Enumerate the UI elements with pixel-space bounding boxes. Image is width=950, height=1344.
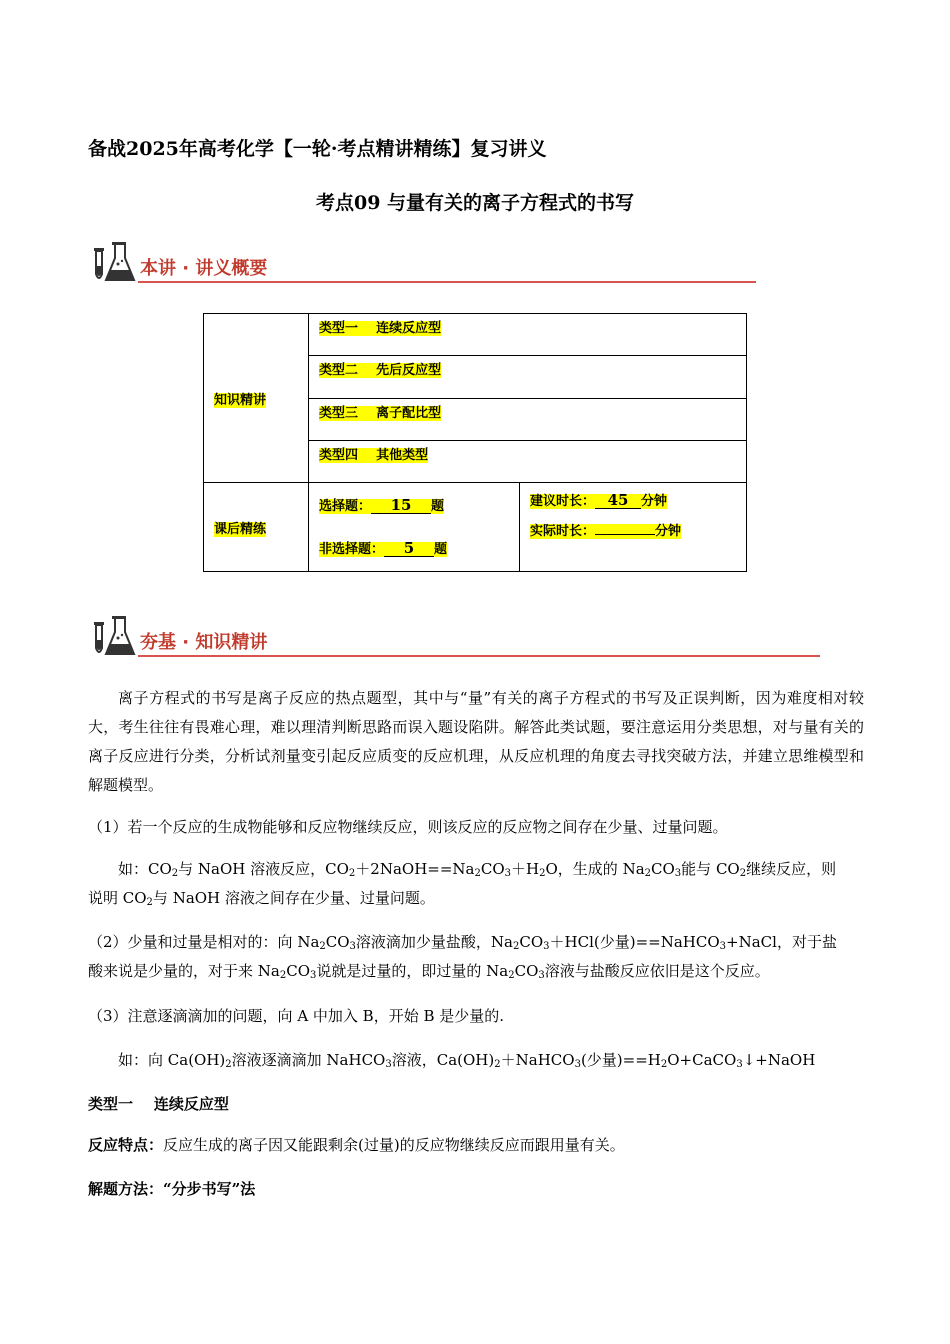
section-rule <box>138 655 820 657</box>
solution-method: 解题方法：“分步书写”法 <box>88 1180 256 1198</box>
document-subtitle: 考点09 与量有关的离子方程式的书写 <box>315 192 635 214</box>
summary-time-cell: 建议时长： 45 分钟 实际时长： 分钟 <box>520 483 747 572</box>
example-1: 如：$CO_2$与 NaOH 溶液反应，$CO_2+2NaOH==Na_2CO_3+H_2O$，生成的 $Na_2CO_3$能与 $CO_2$继续反应，则 说明 $CO_2$与 NaOH 溶液之间存在少量、过量问题。 <box>88 860 837 908</box>
point-2: （2）少量和过量是相对的：向 $Na_2CO_3$溶液滴加少量盐酸，$Na_2CO_3+HCl$(少量)==NaHCO$_3$+NaCl，对于盐 酸来说是少量的，对于来 $Na_2CO_3$说就是过量的，即过量的 $Na_2CO_3$溶液与盐酸反应依旧是这个反应。 <box>88 933 837 981</box>
flask-icon <box>88 240 136 286</box>
section-title: 夯基 · 知识精讲 <box>140 632 268 653</box>
section-title: 本讲 · 讲义概要 <box>140 258 268 279</box>
point-1: （1）若一个反应的生成物能够和反应物继续反应，则该反应的反应物之间存在少量、过量问题。 <box>88 818 728 836</box>
nonchoice-count: 5 <box>384 541 434 557</box>
summary-type-cell: 类型三 离子配比型 <box>309 399 747 441</box>
summary-row-label: 课后精练 <box>204 483 309 572</box>
section-header-overview <box>88 240 758 288</box>
section-header-knowledge <box>88 614 823 662</box>
document-title: 备战2025年高考化学【一轮·考点精讲精练】复习讲义 <box>88 138 547 160</box>
type1-heading: 类型一 连续反应型 <box>88 1095 229 1113</box>
summary-type-cell: 类型二 先后反应型 <box>309 356 747 399</box>
example-3: 如：向 $Ca(OH)_2$溶液逐滴滴加 NaHCO$_3$溶液，$Ca(OH)_2+NaHCO_3$(少量)$==H_2O+CaCO_3↓+NaOH$ <box>118 1051 816 1070</box>
summary-row-label: 知识精讲 <box>204 314 309 483</box>
actual-time <box>595 534 655 535</box>
point-3: （3）注意逐滴滴加的问题，向 A 中加入 B，开始 B 是少量的. <box>88 1007 505 1025</box>
choice-count: 15 <box>371 498 431 514</box>
suggested-time: 45 <box>595 493 641 509</box>
reaction-feature: 反应特点：反应生成的离子因又能跟剩余(过量)的反应物继续反应而跟用量有关。 <box>88 1136 625 1154</box>
summary-table <box>203 313 747 572</box>
section-rule <box>138 281 756 283</box>
flask-icon <box>88 614 136 660</box>
summary-type-cell: 类型一 连续反应型 <box>309 314 747 356</box>
summary-exercise-cell: 选择题： 15 题 非选择题： 5 题 <box>309 483 520 572</box>
summary-type-cell: 类型四 其他类型 <box>309 441 747 483</box>
intro-paragraph: 离子方程式的书写是离子反应的热点题型，其中与“量”有关的离子方程式的书写及正误判断，因为难度相对较大，考生往往有畏难心理，难以理清判断思路而误入题设陷阱。解答此类试题，要注意运用分类思想，对与量有关的离子反应进行分类，分析试剂量变引起反应质变的反应机理，从反应机理的角度去寻找突破方法，并建立思维模型和解题模型。 <box>88 689 864 794</box>
